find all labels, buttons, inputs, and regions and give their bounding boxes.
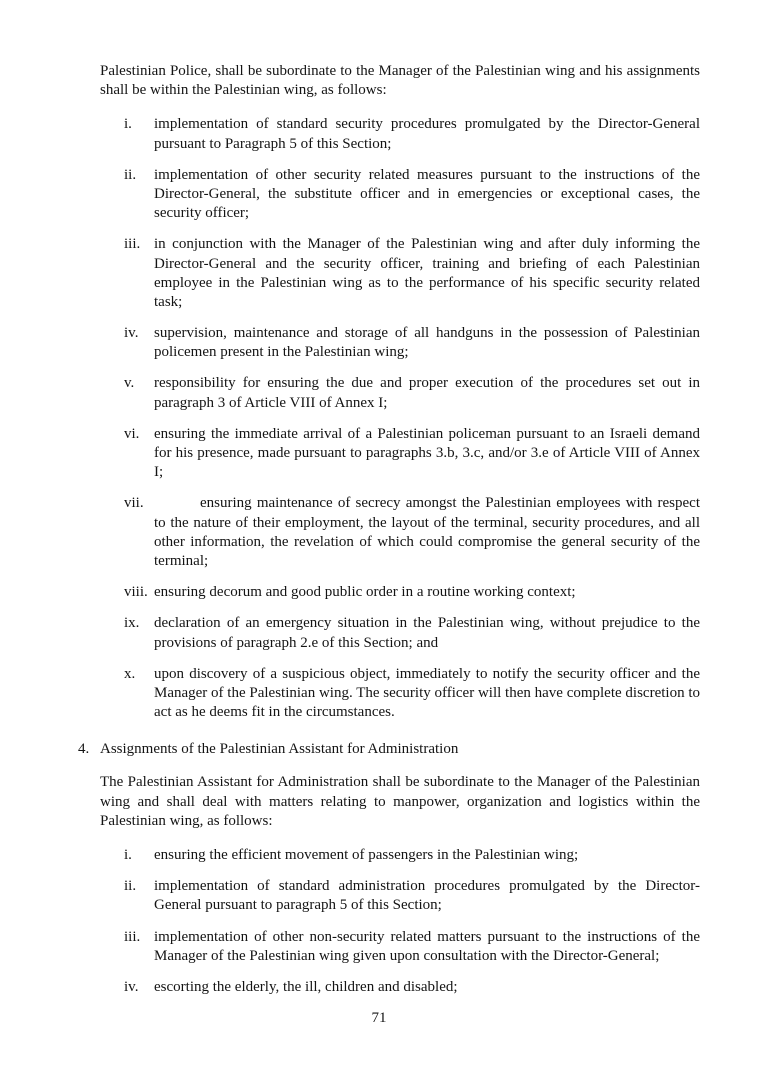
list-item-iv [124, 324, 700, 362]
list-marker: i. [124, 847, 132, 863]
list-item-ii [124, 166, 700, 224]
list-marker: iii. [124, 236, 141, 253]
list-item-ix [124, 614, 700, 652]
list-item-text: implementation of other security related measures pursuant to the instructions of the Director-General, the substitute officer and in emergencies or exceptional cases, the security officer; [154, 166, 700, 222]
list-item-ii [124, 877, 700, 915]
list-item-i [124, 115, 700, 153]
list-item-text: ensuring maintenance of secrecy amongst the Palestinian employees with respect to the nature of their employment, the layout of the terminal, security procedures, and all other information, the revelation of which could compromise the general security of the terminal; [154, 495, 700, 569]
assignments-list-administration [124, 846, 700, 997]
section-4-heading [78, 740, 700, 759]
list-item-text: ensuring decorum and good public order in a routine working context; [154, 584, 576, 601]
page-number: 71 [371, 1009, 387, 1026]
list-item-text: declaration of an emergency situation in the Palestinian wing, without prejudice to the provisions of paragraph 2.e of this Section; and [154, 615, 700, 651]
list-marker: ii. [124, 878, 137, 895]
list-item-text: escorting the elderly, the ill, children and disabled; [154, 978, 458, 995]
list-item-iii [124, 928, 700, 966]
list-marker: v. [124, 375, 135, 392]
list-item-iv [124, 978, 700, 997]
list-marker: ix. [124, 615, 140, 632]
list-item-text: implementation of standard security procedures promulgated by the Director-General pursuant to Paragraph 5 of this Section; [154, 116, 700, 152]
list-item-v [124, 374, 700, 412]
section-4-paragraph: The Palestinian Assistant for Administration shall be subordinate to the Manager of the Palestinian wing and shall deal with matters relating to manpower, organization and logistics within the Palestinian wing, as follows: [100, 774, 700, 829]
list-marker: iv. [124, 325, 139, 342]
list-marker: vi. [124, 425, 140, 442]
list-marker: viii. [124, 584, 148, 601]
list-item-text: ensuring the immediate arrival of a Palestinian policeman pursuant to an Israeli demand for his presence, made pursuant to paragraphs 3.b, 3.c, and/or 3.e of Article VIII of Annex I; [154, 425, 700, 481]
list-marker: iv. [124, 978, 139, 995]
list-marker: iii. [124, 928, 141, 945]
list-item-i [124, 846, 700, 865]
section-title: Assignments of the Palestinian Assistant for Administration [100, 741, 459, 758]
list-item-x [124, 665, 700, 723]
list-item-text: in conjunction with the Manager of the Palestinian wing and after duly informing the Director-General and the security officer, training and briefing of each Palestinian employee in the Palestinian wing as to the performance of his specific security related task; [154, 236, 700, 310]
list-item-text: ensuring the efficient movement of passengers in the Palestinian wing; [154, 847, 579, 863]
list-item-vi [124, 425, 700, 483]
list-marker: ii. [124, 166, 137, 183]
list-item-text: responsibility for ensuring the due and proper execution of the procedures set out in paragraph 3 of Article VIII of Annex I; [154, 375, 700, 411]
list-item-text: upon discovery of a suspicious object, immediately to notify the security officer and the Manager of the Palestinian wing. The security officer will then have complete discretion to act as he deems fit in the circumstances. [154, 665, 700, 721]
list-item-text: implementation of other non-security related matters pursuant to the instructions of the Manager of the Palestinian wing given upon consultation with the Director-General; [154, 928, 700, 964]
list-marker: vii. [124, 495, 144, 512]
section-number: 4. [78, 741, 90, 758]
intro-paragraph: Palestinian Police, shall be subordinate to the Manager of the Palestinian wing and his assignments shall be within the Palestinian wing, as follows: [100, 63, 700, 99]
list-item-text: supervision, maintenance and storage of all handguns in the possession of Palestinian policemen present in the Palestinian wing; [154, 325, 700, 361]
list-item-iii [124, 235, 700, 312]
list-marker: x. [124, 665, 136, 682]
list-marker: i. [124, 116, 132, 133]
assignments-list-security [124, 115, 700, 722]
list-item-vii [124, 494, 700, 571]
list-item-viii [124, 583, 700, 602]
list-item-text: implementation of standard administration procedures promulgated by the Director-General pursuant to paragraph 5 of this Section; [154, 878, 700, 914]
